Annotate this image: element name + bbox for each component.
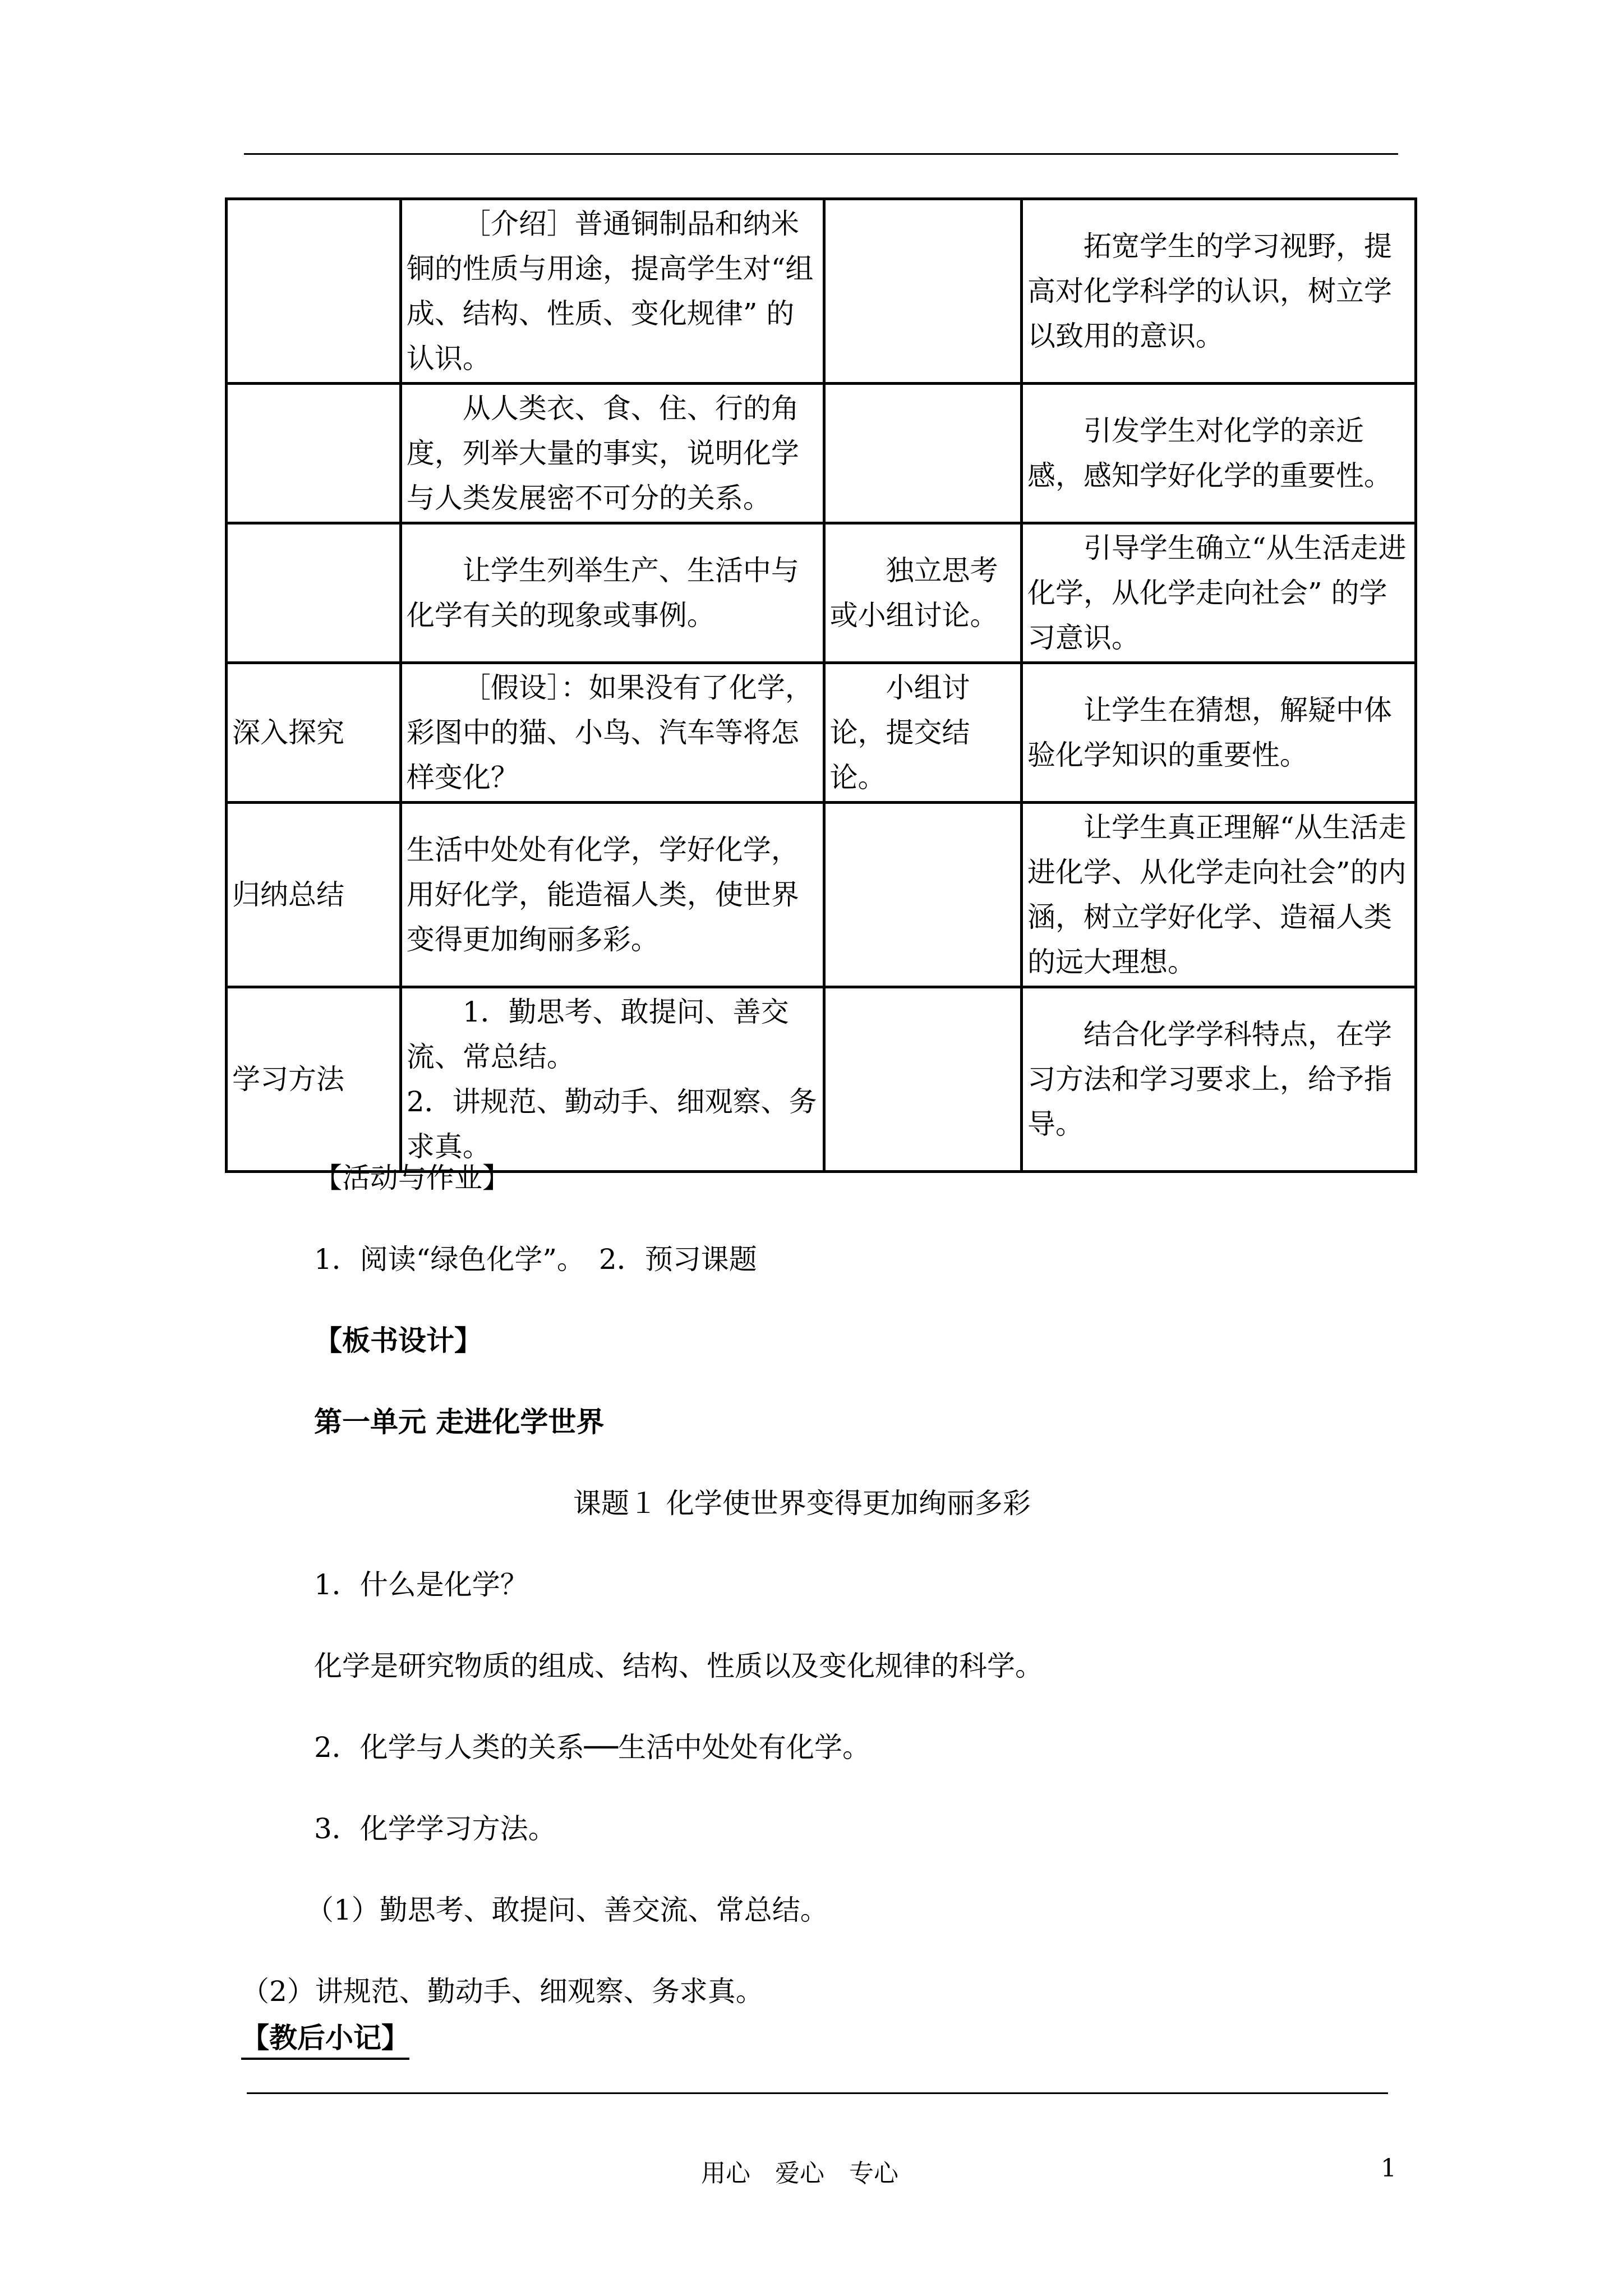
stage-cell [227, 199, 401, 384]
stage-cell: 归纳总结 [227, 803, 401, 987]
student-activity-cell [824, 384, 1021, 523]
stage-cell: 深入探究 [227, 663, 401, 803]
design-intent-cell: 让学生真正理解“从生活走进化学、从化学走向社会”的内涵，树立学好化学、造福人类的远大理想。 [1022, 803, 1416, 987]
design-intent-cell: 引导学生确立“从生活走进化学，从化学走向社会” 的学习意识。 [1022, 523, 1416, 663]
teacher-activity-cell: 生活中处处有化学，学好化学，用好化学，能造福人类，使世界变得更加绚丽多彩。 [400, 803, 824, 987]
after-class-notes-heading: 【教后小记】 [241, 2018, 409, 2060]
board-subpoint: （2）讲规范、勤动手、细观察、务求真。 [241, 1975, 764, 2008]
teacher-activity-cell [400, 987, 824, 1172]
footer-rule [247, 2092, 1388, 2094]
teacher-activity-cell: ［假设］：如果没有了化学，彩图中的猫、小鸟、汽车等将怎样变化？ [400, 663, 824, 803]
table-row [227, 803, 1416, 987]
header-rule [244, 153, 1398, 155]
board-heading: 【板书设计】 [314, 1324, 482, 1357]
teacher-activity-cell: 从人类衣、食、住、行的角度，列举大量的事实，说明化学与人类发展密不可分的关系。 [400, 384, 824, 523]
design-intent-cell: 让学生在猜想，解疑中体验化学知识的重要性。 [1022, 663, 1416, 803]
board-point-answer: 化学是研究物质的组成、结构、性质以及变化规律的科学。 [314, 1650, 1043, 1682]
table-row [227, 663, 1416, 803]
student-activity-cell: 独立思考或小组讨论。 [824, 523, 1021, 663]
stage-cell [227, 523, 401, 663]
lesson-title: 课题１ 化学使世界变得更加绚丽多彩 [573, 1487, 1031, 1520]
teacher-activity-cell: 让学生列举生产、生活中与化学有关的现象或事例。 [400, 523, 824, 663]
unit-title: 第一单元 走进化学世界 [314, 1405, 605, 1438]
design-intent-cell: 引发学生对化学的亲近感，感知学好化学的重要性。 [1022, 384, 1416, 523]
stage-cell [227, 384, 401, 523]
table-row [227, 384, 1416, 523]
board-point: 1．什么是化学？ [314, 1568, 528, 1601]
method-item: 2．讲规范、勤动手、细观察、务求真。 [406, 1085, 817, 1163]
board-subpoint: （1）勤思考、敢提问、善交流、常总结。 [306, 1894, 828, 1926]
method-item: 1．勤思考、敢提问、善交流、常总结。 [406, 996, 789, 1073]
activity-heading: 【活动与作业】 [314, 1162, 510, 1194]
student-activity-cell [824, 987, 1021, 1172]
table-row [227, 523, 1416, 663]
design-intent-cell: 结合化学学科特点，在学习方法和学习要求上，给予指导。 [1022, 987, 1416, 1172]
stage-cell: 学习方法 [227, 987, 401, 1172]
design-intent-cell: 拓宽学生的学习视野，提高对化学科学的认识，树立学以致用的意识。 [1022, 199, 1416, 384]
footer-text: 用心 爱心 专心 [701, 2159, 898, 2188]
student-activity-cell [824, 803, 1021, 987]
table-row [227, 987, 1416, 1172]
teacher-activity-cell: ［介绍］普通铜制品和纳米铜的性质与用途，提高学生对“组成、结构、性质、变化规律” 的认识。 [400, 199, 824, 384]
board-point: 2．化学与人类的关系──生活中处处有化学。 [314, 1731, 871, 1764]
lesson-plan-table [225, 197, 1417, 1173]
table-row [227, 199, 1416, 384]
board-point: 3．化学学习方法。 [314, 1812, 556, 1845]
student-activity-cell [824, 199, 1021, 384]
student-activity-cell: 小组讨论，提交结论。 [824, 663, 1021, 803]
activity-items: 1．阅读“绿色化学”。 2．预习课题 [314, 1243, 757, 1276]
page-number: 1 [1381, 2154, 1396, 2183]
